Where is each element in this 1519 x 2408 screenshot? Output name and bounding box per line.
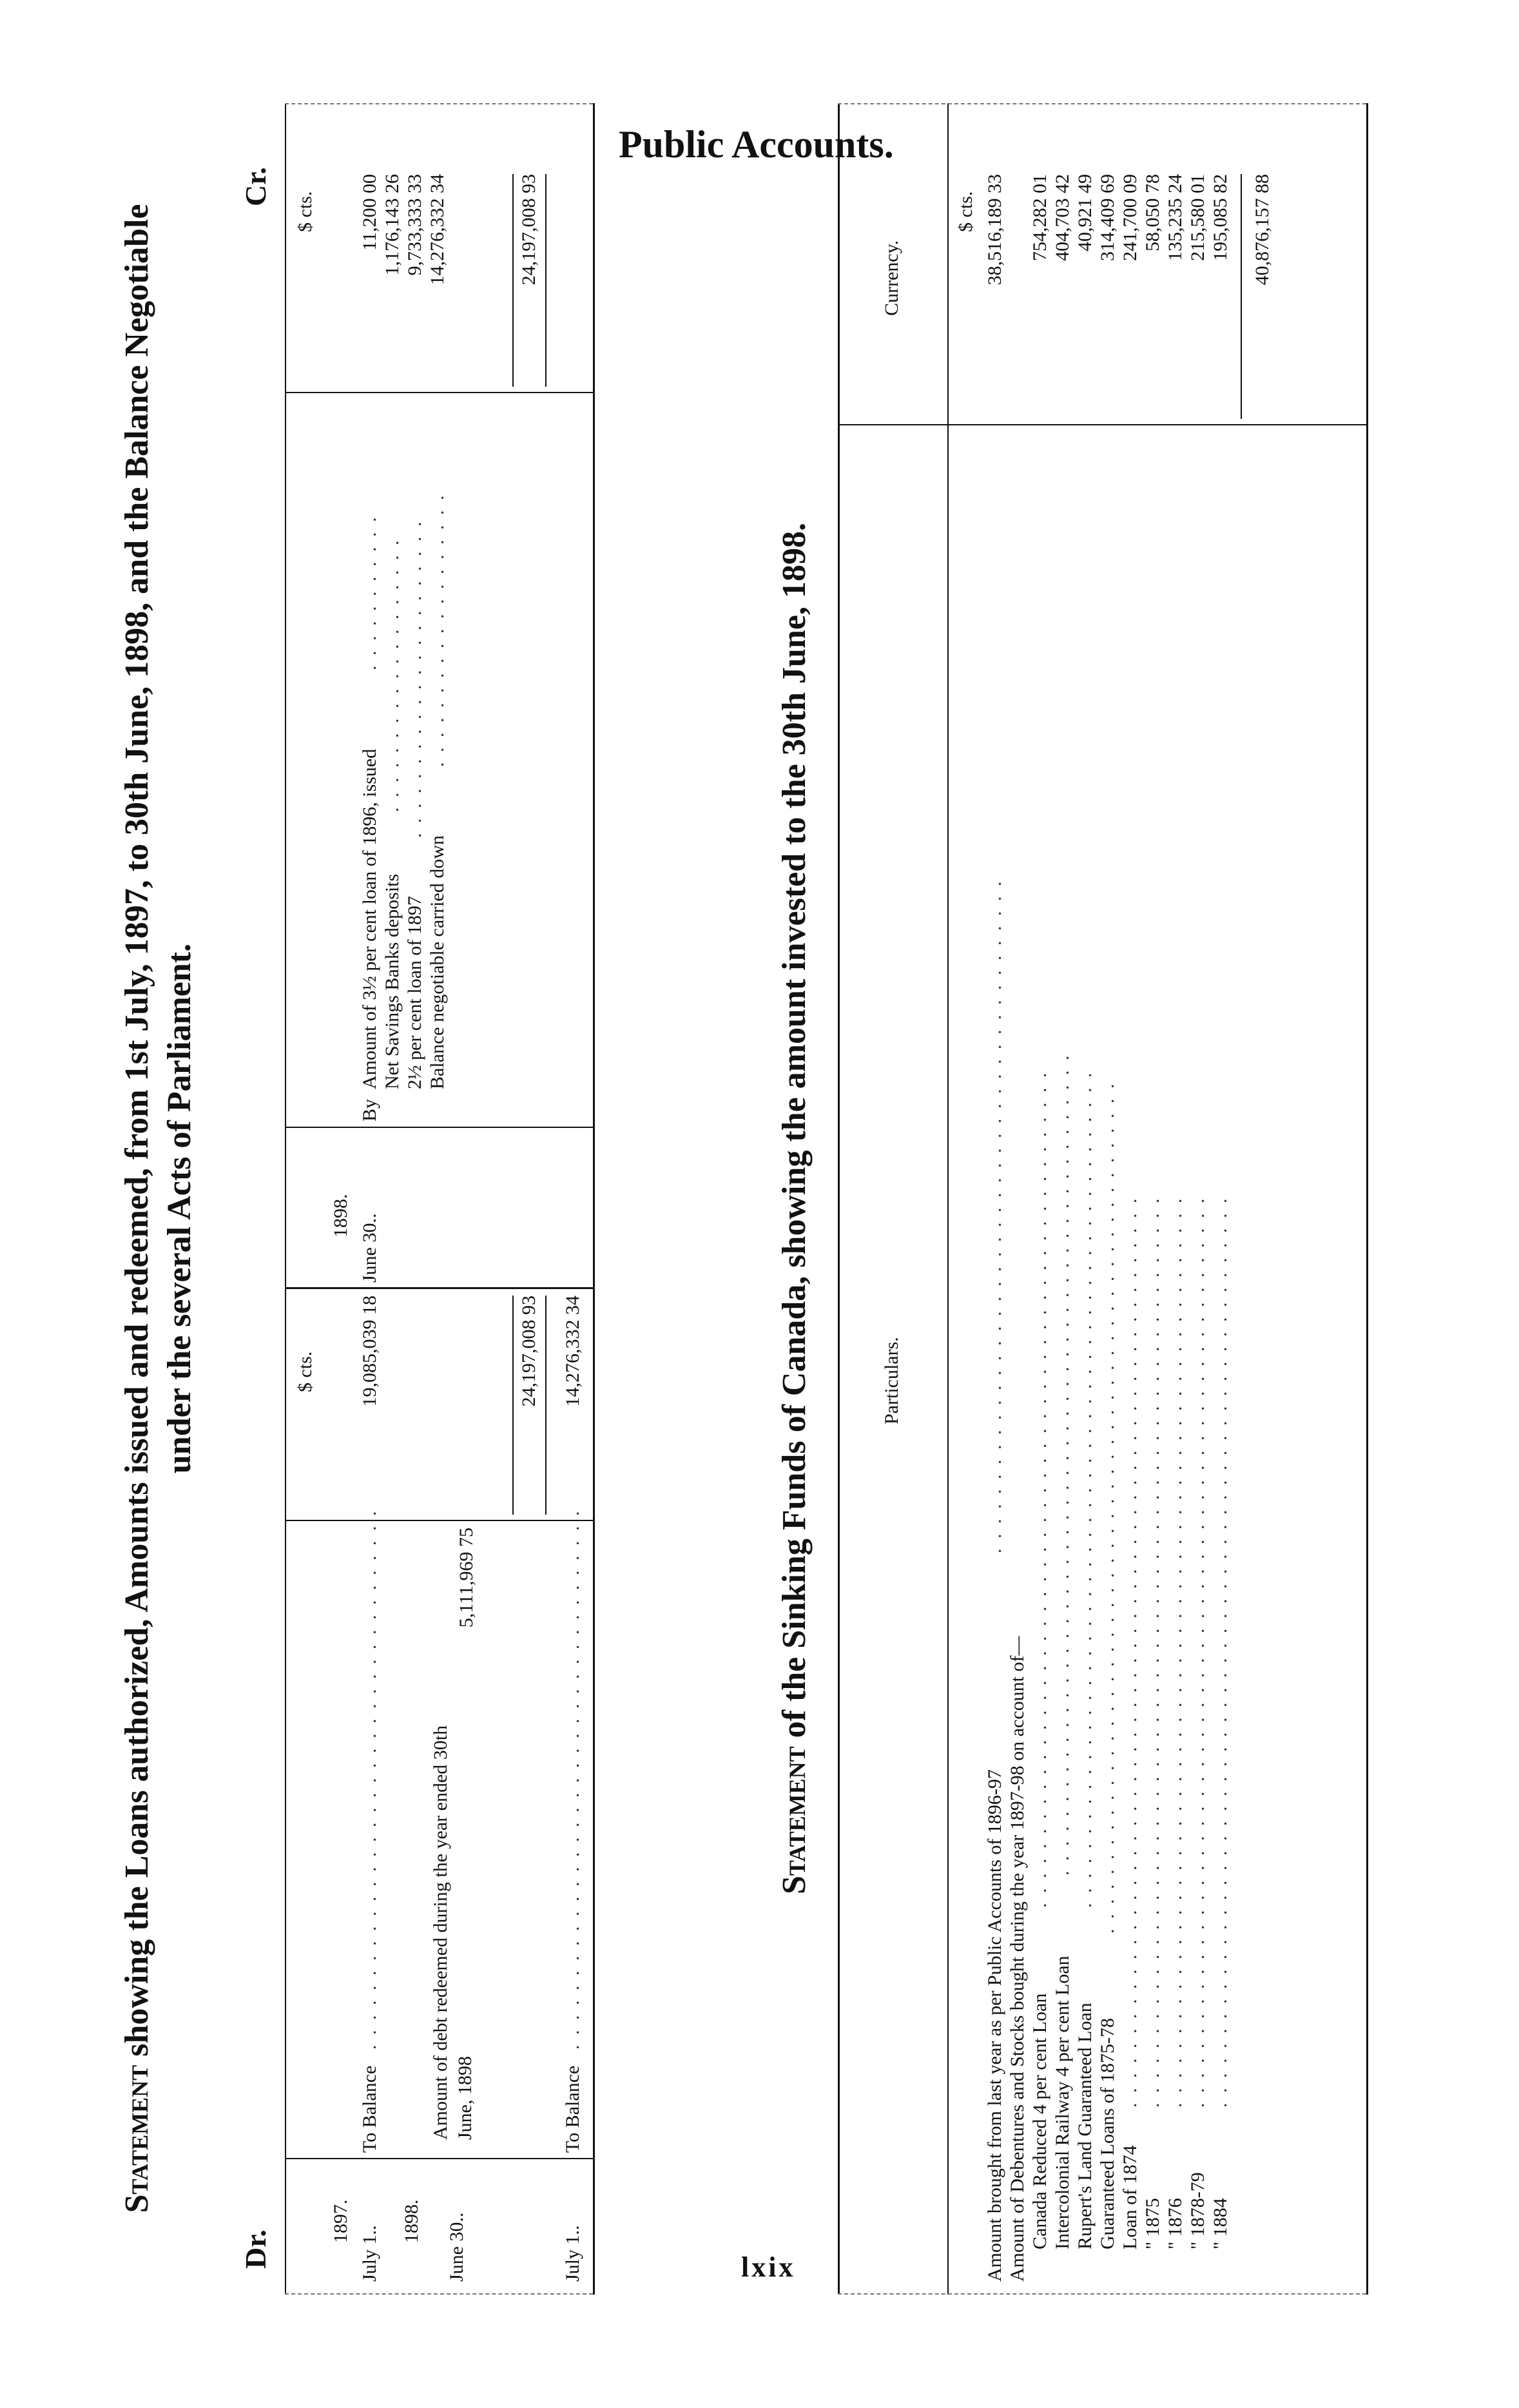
- cr-entry-savings: Net Savings Banks deposits: [382, 873, 403, 1089]
- row-brought-forward: Amount brought from last year as per Public Accounts of 1896-97: [984, 1769, 1005, 2282]
- left-margin-rule: [285, 2293, 593, 2295]
- statement1-title-lead: Statement: [119, 2064, 155, 2213]
- statement2-head-rule: [947, 103, 949, 2295]
- leader-dots: . . . . . . . . . . . . . . . . . . . . . . . . . . . . . . . . . . . . . . . . . . . . . . . . . . . . . . . . . . . . . .: [1165, 1196, 1186, 2108]
- cr-currency-head: $ cts.: [295, 191, 316, 232]
- amount-loan-1875: 58,050 78: [1142, 174, 1163, 251]
- amount-loan-1884: 195,085 82: [1210, 174, 1231, 261]
- leader-dots: . . . . . . . . . . . . . . . . . . . . . . . . . . . . . . . . . . . . . . . . . . . . . . . . . . . . . . . . . . . . . .: [1119, 1196, 1141, 2108]
- leader-dots: . . . . . . . . . . . . . . . . . . . . . . . . . . . . . . . . . . . . . . . . . . . . . . . . . . . . . . . . . . . . . .: [1142, 1196, 1163, 2108]
- particulars-head: Particulars.: [881, 1337, 902, 1424]
- statement1-title: [116, 161, 201, 2256]
- row-loan-1875: " 1875: [1142, 2198, 1163, 2249]
- dr-date-july1-b: July 1..: [562, 2225, 583, 2282]
- cr-amount-savings: 1,176,143 26: [382, 174, 403, 276]
- dr-sum-rule: [512, 1296, 514, 1515]
- dr-date-rule: [285, 2158, 593, 2159]
- cr-label: Cr.: [239, 167, 272, 206]
- currency-col-rule: [838, 424, 1366, 425]
- cr-date-rule: [285, 1127, 593, 1128]
- statement2-title-rest: of the Sinking Funds of Canada, showing the amount invested to the 30th June, 1898.: [776, 523, 813, 1747]
- amount-guaranteed-loans: 314,409 69: [1097, 174, 1118, 261]
- dr-to-balance: To Balance: [359, 2065, 380, 2153]
- leader-dots: . . . . . . . . . . . . . . . . . . . . . . . . . . . . . . . . . . . . . . . . . . . . . . . . . . . . . . . .: [1052, 1053, 1073, 1876]
- leader-dots: . . . . . . . . . . . . . . . . . . . . . . . . . . . . . . . . . . . . . . . . . . . . . .: [984, 879, 1005, 1553]
- row-loan-1884: " 1884: [1210, 2198, 1231, 2249]
- amount-ruperts-land: 40,921 49: [1074, 174, 1096, 251]
- dr-currency-head: $ cts.: [295, 1351, 316, 1392]
- dr-date-june30: June 30..: [446, 2212, 467, 2282]
- cr-sum-rule: [512, 174, 514, 387]
- dr-total: 24,197,008 93: [518, 1296, 539, 1407]
- leader-dots: . . . . . . . . . . . . . . . . . . . . . . . . . . . . . . . . . . . . . . . . . . . . . . . . . . . . . . . . . .: [1097, 1081, 1118, 1934]
- cr-year-1898: 1898.: [330, 1194, 351, 1238]
- statement1-title-rest: showing the Loans authorized, Amounts issued and redeemed, from 1st July, 1897, to 30th June, 1898, and the Balance Negotiable under the several Acts of Parliament.: [119, 204, 198, 2065]
- cr-entry-2-5-loan: 2½ per cent loan of 1897: [404, 896, 425, 1089]
- amount-loan-1876: 135,235 24: [1165, 174, 1186, 261]
- amount-intercolonial: 404,703 42: [1052, 174, 1073, 261]
- row-guaranteed-loans: Guaranteed Loans of 1875-78: [1097, 2017, 1118, 2249]
- dr-amount-balance-b: 14,276,332 34: [562, 1296, 583, 1407]
- rotated-content: [116, 103, 1405, 2295]
- cr-by: By: [359, 1098, 380, 1121]
- left-margin-rule-2: [838, 2293, 1366, 2295]
- currency-unit-head: $ cts.: [955, 191, 976, 232]
- dr-total-rule: [545, 1296, 547, 1515]
- dr-amount-rule: [285, 1520, 593, 1521]
- cr-entry-balance: Balance negotiable carried down: [427, 835, 448, 1089]
- row-loan-1878-79: " 1878-79: [1187, 2172, 1208, 2249]
- statement2-top-rule: [838, 103, 840, 2295]
- right-margin-rule-2: [838, 103, 1366, 104]
- sinking-sum-rule: [1241, 174, 1242, 419]
- cr-total: 24,197,008 93: [518, 174, 539, 286]
- row-canada-reduced: Canada Reduced 4 per cent Loan: [1029, 1993, 1050, 2249]
- statement2-bottom-rule: [1366, 103, 1368, 2295]
- amount-loan-1878-79: 215,580 01: [1187, 174, 1208, 261]
- leader-dots: . . . . . . . . . . . . . . . . . . .: [427, 492, 448, 767]
- leader-dots: . . . . . . . . . . . . . . . . . . . . . . . . . . . . . . . . . . . . . . . . . . . . . . . . . . . . . . . . .: [1074, 1070, 1096, 1908]
- cr-total-rule: [545, 174, 547, 387]
- right-margin-rule: [285, 103, 593, 104]
- leader-dots: . . . . . . . . . . . . . . . . . . .: [382, 538, 403, 812]
- cr-amount-rule: [285, 392, 593, 393]
- row-debentures-bought: Amount of Debentures and Stocks bought during the year 1897-98 on account of—: [1007, 1636, 1028, 2282]
- cr-date-june30: June 30..: [359, 1213, 380, 1283]
- statement2-title: [773, 161, 816, 2256]
- leader-dots: . . . . . . . . . . . . . . . . . . . . . . . . . . . . . . . . . . . . . . . . . . . . . . . . . . . . . . . . . . . . . .: [1187, 1196, 1208, 2108]
- page-folio: lxix: [741, 2251, 796, 2283]
- leader-dots: . . . . . . . . . . . . . . . . . . . . . . . . . . . . . . . . . . . . . . . . . . . . . . . . . . . . . . . . .: [1029, 1070, 1050, 1908]
- statement2-title-lead: Statement: [776, 1746, 813, 1894]
- currency-head: Currency.: [881, 240, 902, 316]
- cr-amount-balance: 14,276,332 34: [427, 174, 448, 286]
- cr-amount-2-5-loan: 9,733,333 33: [404, 174, 425, 276]
- page-header: Public Accounts.: [619, 123, 894, 166]
- statement1-bottom-rule: [593, 103, 595, 2295]
- dr-debt-redeemed: Amount of debt redeemed during the year ended 30th June, 1898: [430, 1725, 476, 2140]
- cr-amount-3-5-loan: 11,200 00: [359, 174, 380, 251]
- amount-brought-forward: 38,516,189 33: [984, 174, 1005, 286]
- sinking-total: 40,876,157 88: [1252, 174, 1273, 286]
- dr-cr-divider: [285, 1287, 593, 1289]
- dr-to-balance-b: To Balance: [562, 2065, 583, 2153]
- dr-amount-balance: 19,085,039 18: [359, 1296, 380, 1407]
- dr-label: Dr.: [239, 2229, 272, 2269]
- dr-amount-redeemed: 5,111,969 75: [456, 1528, 477, 1628]
- cr-entry-3-5-loan: Amount of 3½ per cent loan of 1896, issued: [359, 748, 380, 1089]
- leader-dots: . . . . . . . . . . . . . . . . . . . . . . . . . . . . . . . . . . . . .: [562, 1508, 583, 2050]
- amount-canada-reduced: 754,282 01: [1029, 174, 1050, 261]
- leader-dots: . . . . . . . . . . . . . . . . . . . . . . . . . . . . . . . . . . . . .: [359, 1508, 380, 2050]
- leader-dots: . . . . . . . . . . .: [359, 514, 380, 670]
- dr-year-1897: 1897.: [330, 2199, 351, 2243]
- row-ruperts-land: Rupert's Land Guaranteed Loan: [1074, 2003, 1096, 2249]
- statement1-top-rule: [285, 103, 286, 2295]
- row-intercolonial: Intercolonial Railway 4 per cent Loan: [1052, 1956, 1073, 2249]
- row-loan-1874: Loan of 1874: [1119, 2145, 1141, 2249]
- dr-date-july1: July 1..: [359, 2225, 380, 2282]
- dr-year-1898: 1898.: [401, 2199, 422, 2243]
- amount-loan-1874: 241,700 09: [1119, 174, 1141, 261]
- leader-dots: . . . . . . . . . . . . . . . . . . . . . . . . . . . . . . . . . . . . . . . . . . . . . . . . . . . . . . . . . . . . . .: [1210, 1196, 1231, 2108]
- leader-dots: . . . . . . . . . . . . . . . . . . . . . .: [404, 519, 425, 838]
- row-loan-1876: " 1876: [1165, 2198, 1186, 2249]
